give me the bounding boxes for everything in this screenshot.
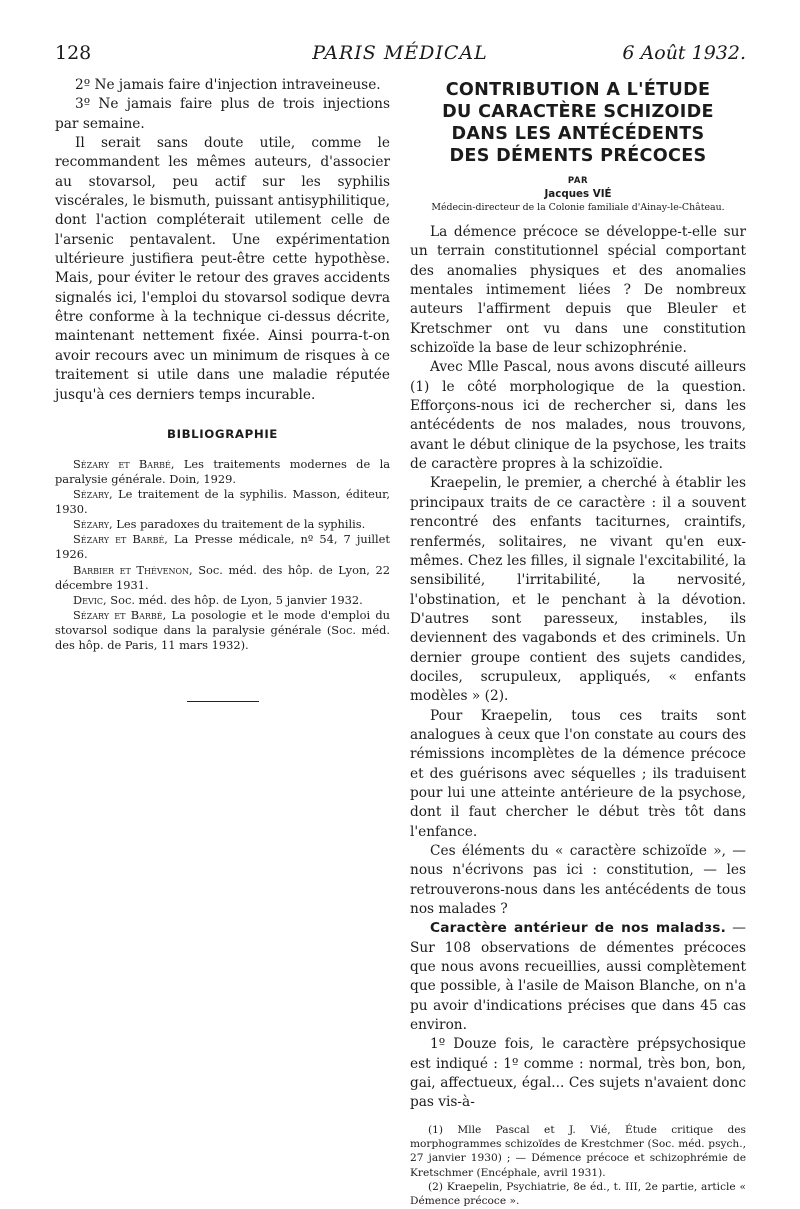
bibliography-entry	[55, 608, 390, 653]
paragraph: 1º Douze fois, le caractère prépsychosique est indiqué : 1º comme : normal, très bon, bon, gai, affectueux, égal... Ces sujets n'avaient donc pas vis-à-	[410, 1036, 746, 1111]
article-title-line: DANS LES ANTÉCÉDENTS	[451, 124, 705, 144]
bibliography-entry	[55, 532, 390, 562]
bibliography-authors: Sézary et Barbé,	[73, 607, 167, 622]
bibliography-entry	[55, 487, 390, 517]
subsection-heading: Caractère antérieur de nos maladзs.	[430, 920, 727, 937]
running-title: PARIS MÉDICAL	[312, 42, 488, 64]
bibliography-authors: Sézary et Barbé,	[73, 532, 168, 547]
footnote: (1) Mlle Pascal et J. Vié, Étude critique des morphogrammes schizoïdes de Krestchmer (Soc. méd. psych., 27 janvier 1930) ; — Démence précoce et schizophrémie de Kretschmer (Encéphale, avril 1931).	[410, 1123, 746, 1179]
bibliography-text: Soc. méd. des hôp. de Lyon, 5 janvier 1932.	[106, 592, 363, 607]
paragraph: Kraepelin, le premier, a cherché à établir les principaux traits de ce caractère : il a souvent rencontré des enfants taciturnes, craintifs, renfermés, solitaires, ne vivant qu'en eux-mêmes. Chez les filles, il signale l'excitabilité, la sensibilité, l'irritabilité, la nervosité, l'obstination, et le penchant à la dévotion. D'autres sont paresseux, instables, ils deviennent des vagabonds et des criminels. Un dernier groupe contient des sujets candides, dociles, scrupuleux, appliqués, « enfants modèles » (2).	[410, 475, 746, 705]
right-column	[410, 79, 746, 1209]
bibliography-authors: Sézary,	[73, 487, 113, 502]
bibliography-text: Le traitement de la syphilis. Masson, éditeur, 1930.	[55, 487, 390, 517]
bibliography-text: La Presse médicale, nº 54, 7 juillet 1926.	[55, 532, 390, 562]
bibliography-text: Les traitements modernes de la paralysie générale. Doin, 1929.	[55, 456, 391, 486]
bibliography-authors: Devic,	[73, 592, 107, 607]
bibliography-entry	[55, 517, 390, 532]
bibliography-entry	[55, 593, 390, 608]
paragraph: La démence précoce se développe-t-elle sur un terrain constitutionnel spécial comportant des anomalies physiques et des anomalies mentales intimement liées ? De nombreux auteurs l'affirment depuis que Bleuler et Kretschmer ont vu dans une constitution schizoïde la base de leur schizophrénie.	[410, 224, 746, 357]
paragraph: Pour Kraepelin, tous ces traits sont analogues à ceux que l'on constate au cours des rémissions incomplètes de la démence précoce et des guérisons avec séquelles ; ils traduisent pour lui une atteinte antérieure de la psychose, dont il faut chercher le début très tôt dans l'enfance.	[410, 707, 746, 840]
article-title-line: DU CARACTÈRE SCHIZOIDE	[442, 102, 714, 122]
article-title-line: DES DÉMENTS PRÉCOCES	[449, 146, 707, 166]
bibliography-heading: BIBLIOGRAPHIE	[167, 426, 278, 441]
article-author: Jacques VIÉ	[544, 188, 612, 200]
bibliography-authors: Sézary,	[73, 517, 113, 532]
page-number: 128	[55, 42, 92, 64]
issue-date: 6 Août 1932.	[622, 42, 746, 64]
bibliography-authors: Sézary et Barbé,	[73, 456, 175, 471]
footnotes	[410, 1123, 746, 1209]
bibliography-authors: Barbier et Thévenon,	[73, 562, 193, 577]
author-affiliation: Médecin-directeur de la Colonie familiale d'Ainay-le-Château.	[431, 202, 725, 213]
bibliography-entry	[55, 457, 390, 487]
paragraph: 2º Ne jamais faire d'injection intraveineuse.	[75, 77, 381, 93]
left-column	[55, 76, 390, 702]
footnote: (2) Kraepelin, Psychiatrie, 8e éd., t. III, 2e partie, article « Démence précoce ».	[410, 1181, 746, 1208]
bibliography-text: La posologie et le mode d'emploi du stovarsol sodique dans la paralysie générale (Soc. méd. des hôp. de Paris, 11 mars 1932).	[55, 607, 391, 652]
subsection-paragraph	[410, 919, 746, 1035]
subsection-text: — Sur 108 observations de démentes précoces que nous avons recueillies, aussi complètement que possible, à l'asile de Maison Blanche, on n'a pu avoir d'indications précises que dans 45 cas environ.	[410, 920, 746, 1034]
paragraph: Il serait sans doute utile, comme le recommandent les mêmes auteurs, d'associer au stovarsol, peu actif sur les syphilis viscérales, le bismuth, puissant antisyphilitique, dont l'action compléterait utilement celle de l'arsenic pentavalent. Une expérimentation ultérieure justifiera peut-être cette hypothèse. Mais, pour éviter le retour des graves accidents signalés ici, l'emploi du stovarsol sodique devra être conforme à la technique ci-dessus décrite, maintenant nettement fixée. Ainsi pourra-t-on avoir recours avec un minimum de risques à ce traitement si utile dans une maladie réputée jusqu'à ces derniers temps incurable.	[55, 135, 390, 403]
section-divider	[187, 701, 259, 702]
paragraph: 3º Ne jamais faire plus de trois injections par semaine.	[55, 96, 390, 132]
bibliography-text: Soc. méd. des hôp. de Lyon, 22 décembre 1931.	[55, 562, 390, 592]
paragraph: Ces éléments du « caractère schizoïde », — nous n'écrivons pas ici : constitution, — les retrouverons-nous dans les antécédents de tous nos malades ?	[410, 843, 746, 918]
article-title-line: CONTRIBUTION A L'ÉTUDE	[445, 80, 711, 100]
bibliography-text: Les paradoxes du traitement de la syphilis.	[112, 517, 366, 532]
paragraph: Avec Mlle Pascal, nous avons discuté ailleurs (1) le côté morphologique de la question. Efforçons-nous ici de rechercher si, dans les antécédents de nos malades, nous trouvons, avant le début clinique de la psychose, les traits de caractère propres à la schizoïdie.	[410, 359, 746, 473]
bibliography-entry	[55, 563, 390, 593]
by-line-par: PAR	[567, 176, 589, 186]
